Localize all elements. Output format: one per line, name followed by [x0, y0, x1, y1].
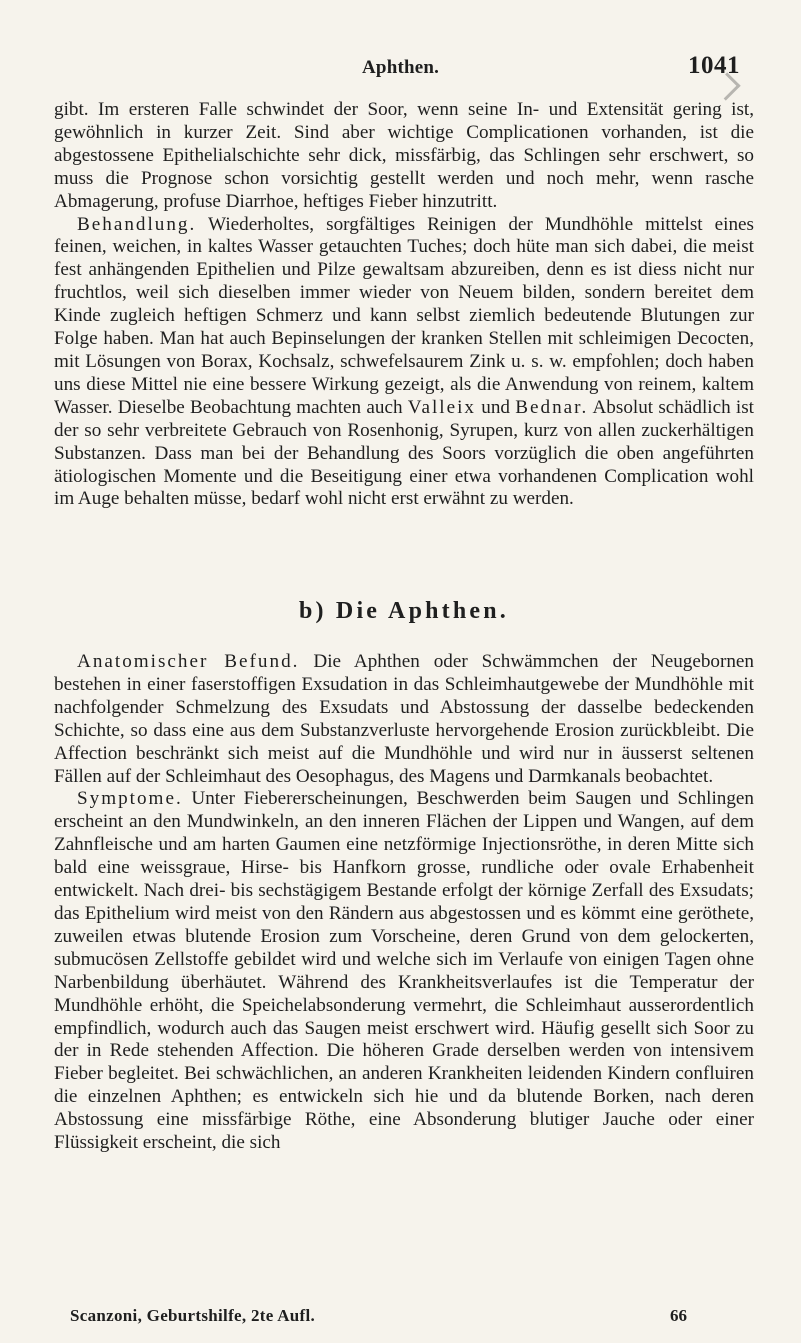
- paragraph-text: und: [476, 396, 516, 418]
- paragraph-treatment: [54, 214, 754, 512]
- paragraph-text: Absolut schädlich ist der so sehr verbreitete Gebrauch von Rosenhonig, Syrupen, kurz von allen zuckerhältigen Substanzen. Dass man bei der Behandlung des Soors vorzüglich die oben angeführten ätiologischen Momente und die Beseitigung einer etwa vorhandenen Complication wohl im Auge behalten müsse, bedarf wohl nicht erst erwähnt zu werden.: [54, 396, 754, 510]
- text-block-upper: [54, 99, 754, 511]
- page-number: 1041: [688, 52, 740, 79]
- paragraph-text: gibt. Im ersteren Falle schwindet der Soor, wenn seine In- und Extensität gering ist, gewöhnlich in kurzer Zeit. Sind aber wichtige Complicationen vorhanden, ist die abgestossene Epithelialschichte sehr dick, missfärbig, das Schlingen sehr erschwert, so muss die Prognose schon vorsichtig gestellt werden und noch mehr, wenn rasche Abmagerung, profuse Diarrhoe, heftiges Fieber hinzutritt.: [54, 99, 754, 212]
- paragraph-lead: Symptome.: [77, 788, 183, 810]
- running-title: Aphthen.: [362, 57, 440, 78]
- paragraph-symptoms: [54, 788, 754, 1155]
- author-name: Valleix: [407, 396, 476, 418]
- paragraph-lead: Behandlung.: [77, 213, 197, 235]
- paragraph-text: Die Aphthen oder Schwämmchen der Neugebornen bestehen in einer faserstoffigen Exsudation in das Schleimhautgewebe der Mundhöhle mit nachfolgender Schmelzung des Exsudats und Abstossung der dasselbe bedeckenden Schichte, so dass eine aus dem Substanzverluste hervorgehende Erosion zurückbleibt. Die Affection beschränkt sich meist auf die Mundhöhle und wird nur in äusserst seltenen Fällen auf der Schleimhaut des Oesophagus, des Magens und Darmkanals beobachtet.: [54, 651, 754, 787]
- page-footer: [70, 1306, 730, 1332]
- page-header: [52, 52, 752, 88]
- paragraph-text: Wiederholtes, sorgfältiges Reinigen der Mundhöhle mittelst eines feinen, weichen, in kaltes Wasser getauchten Tuches; doch hüte man sich dabei, die meist fest anhängenden Epithelien und Pilze gewaltsam abzureiben, denn es ist diess nicht nur fruchtlos, weil sich dieselben immer wieder von Neuem bilden, sondern bereitet dem Kinde zugleich heftigen Schmerz und kann selbst ziemlich bedeutende Blutungen zur Folge haben. Man hat auch Bepinselungen der kranken Stellen mit schleimigen Decocten, mit Lösungen von Borax, Kochsalz, schwefelsaurem Zink u. s. w. empfohlen; doch haben uns diese Mittel nie eine bessere Wirkung gezeigt, als die Anwendung von reinem, kaltem Wasser. Dieselbe Beobachtung machten auch: [54, 213, 754, 418]
- section-title: b) Die Aphthen.: [298, 598, 510, 624]
- paragraph-anatomy: [54, 651, 754, 788]
- paragraph-lead: Anatomischer Befund.: [77, 651, 300, 672]
- text-block-lower: [54, 651, 754, 1155]
- paragraph-continuation: [54, 99, 754, 214]
- paragraph-text: Unter Fiebererscheinungen, Beschwerden beim Saugen und Schlingen erscheint an den Mundwinkeln, an den inneren Flächen der Lippen und Wangen, auf dem Zahnfleische und am harten Gaumen eine netzförmige Injectionsröthe, in deren Mitte sich bald eine weissgraue, Hirse- bis Hanfkorn grosse, rundliche oder ovale Erhabenheit entwickelt. Nach drei- bis sechstägigem Bestande erfolgt der körnige Zerfall des Exsudats; das Epithelium wird meist von den Rändern aus abgestossen und es kömmt eine geröthete, zuweilen etwas blutende Erosion zum Vorscheine, deren Grund von dem gelockerten, submucösen Zellstoffe gebildet wird und welche sich im Verlaufe von einigen Tagen ohne Narbenbildung überhäutet. Während des Krankheitsverlaufes ist die Temperatur der Mundhöhle erhöht, die Speichelabsonderung vermehrt, die Schleimhaut ausserordentlich empfindlich, wodurch auch das Saugen meist erschwert wird. Häufig gesellt sich Soor zu der in Rede stehenden Affection. Die höheren Grade derselben werden von intensivem Fieber begleitet. Bei schwächlichen, an anderen Krankheiten leidenden Kindern confluiren die einzelnen Aphthen; es entwickeln sich hie und da blutende Borken, nach deren Abstossung eine missfärbige Röthe, eine Absonderung blutiger Jauche oder einer Flüssigkeit erscheint, die sich: [54, 788, 754, 1154]
- author-name: Bednar.: [515, 396, 589, 418]
- book-citation: Scanzoni, Geburtshilfe, 2te Aufl.: [70, 1306, 316, 1325]
- signature-mark: 66: [670, 1306, 687, 1325]
